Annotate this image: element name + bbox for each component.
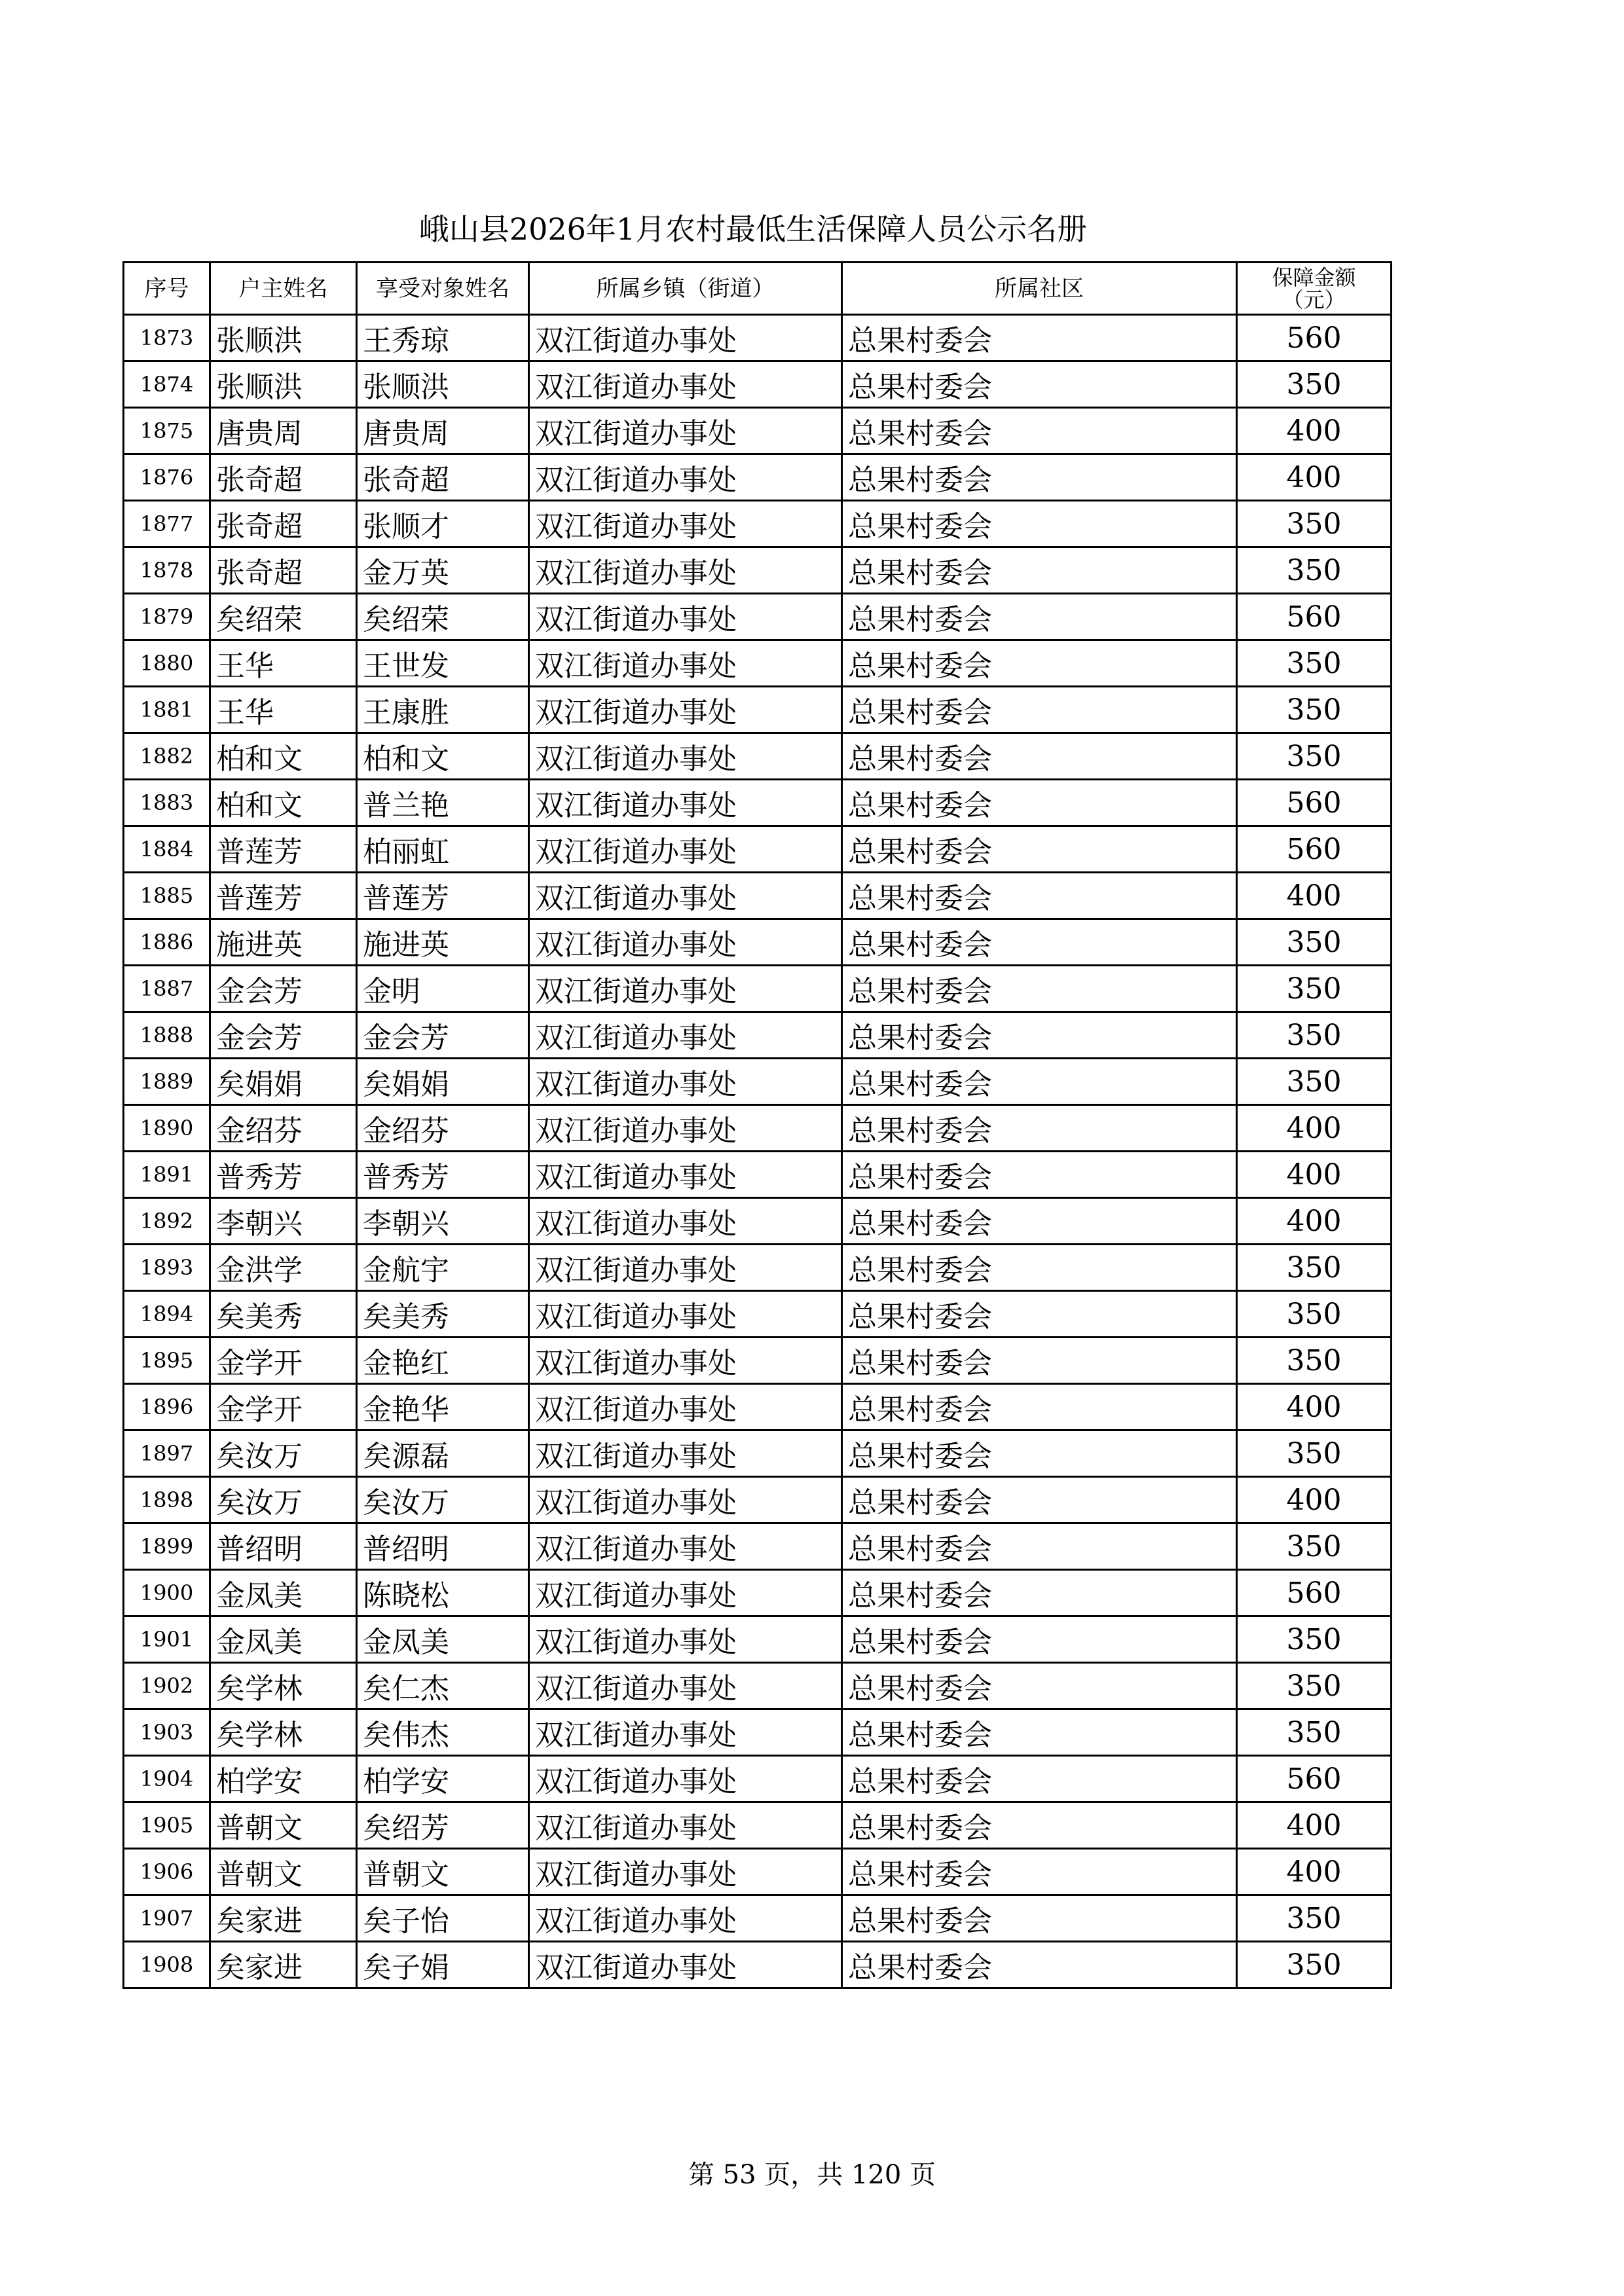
cell-beneficiary: 金航宇: [357, 1245, 529, 1291]
cell-beneficiary: 金绍芬: [357, 1105, 529, 1152]
cell-index: 1891: [124, 1152, 210, 1198]
cell-index: 1906: [124, 1849, 210, 1895]
table-row: [124, 966, 1392, 1012]
cell-township: 双江街道办事处: [529, 1105, 842, 1152]
cell-beneficiary: 张顺洪: [357, 361, 529, 408]
cell-community: 总果村委会: [842, 826, 1237, 873]
cell-beneficiary: 王康胜: [357, 687, 529, 733]
cell-community: 总果村委会: [842, 361, 1237, 408]
table-row: [124, 1663, 1392, 1709]
cell-householder: 张奇超: [210, 547, 357, 594]
table-row: [124, 1012, 1392, 1059]
cell-beneficiary: 王世发: [357, 640, 529, 687]
cell-beneficiary: 金明: [357, 966, 529, 1012]
table-row: [124, 780, 1392, 826]
cell-index: 1878: [124, 547, 210, 594]
cell-amount: 560: [1237, 1756, 1392, 1802]
cell-township: 双江街道办事处: [529, 315, 842, 361]
header-community: 所属社区: [842, 263, 1237, 315]
cell-community: 总果村委会: [842, 640, 1237, 687]
cell-householder: 金绍芬: [210, 1105, 357, 1152]
cell-index: 1897: [124, 1430, 210, 1477]
page-title: 峨山县2026年1月农村最低生活保障人员公示名册: [418, 211, 1088, 247]
cell-amount: 560: [1237, 826, 1392, 873]
cell-beneficiary: 唐贵周: [357, 408, 529, 454]
cell-township: 双江街道办事处: [529, 1663, 842, 1709]
table-row: [124, 315, 1392, 361]
cell-index: 1907: [124, 1895, 210, 1942]
cell-amount: 350: [1237, 501, 1392, 547]
cell-community: 总果村委会: [842, 408, 1237, 454]
cell-index: 1875: [124, 408, 210, 454]
cell-index: 1877: [124, 501, 210, 547]
table-row: [124, 1709, 1392, 1756]
cell-amount: 400: [1237, 1198, 1392, 1245]
cell-community: 总果村委会: [842, 1523, 1237, 1570]
cell-community: 总果村委会: [842, 1012, 1237, 1059]
cell-amount: 400: [1237, 1105, 1392, 1152]
cell-community: 总果村委会: [842, 1291, 1237, 1338]
cell-community: 总果村委会: [842, 315, 1237, 361]
cell-township: 双江街道办事处: [529, 1012, 842, 1059]
cell-index: 1886: [124, 919, 210, 966]
cell-index: 1885: [124, 873, 210, 919]
cell-amount: 350: [1237, 1616, 1392, 1663]
cell-amount: 350: [1237, 919, 1392, 966]
table-row: [124, 826, 1392, 873]
cell-householder: 金凤美: [210, 1616, 357, 1663]
cell-amount: 350: [1237, 1012, 1392, 1059]
header-amount: [1237, 263, 1392, 315]
cell-township: 双江街道办事处: [529, 1198, 842, 1245]
cell-amount: 350: [1237, 733, 1392, 780]
cell-beneficiary: 普兰艳: [357, 780, 529, 826]
cell-householder: 普朝文: [210, 1849, 357, 1895]
cell-township: 双江街道办事处: [529, 1802, 842, 1849]
table-row: [124, 1152, 1392, 1198]
cell-community: 总果村委会: [842, 547, 1237, 594]
table-row: [124, 873, 1392, 919]
cell-householder: 王华: [210, 640, 357, 687]
cell-index: 1903: [124, 1709, 210, 1756]
cell-community: 总果村委会: [842, 1570, 1237, 1616]
cell-township: 双江街道办事处: [529, 919, 842, 966]
cell-householder: 唐贵周: [210, 408, 357, 454]
cell-index: 1900: [124, 1570, 210, 1616]
cell-community: 总果村委会: [842, 1059, 1237, 1105]
table-row: [124, 1198, 1392, 1245]
cell-index: 1899: [124, 1523, 210, 1570]
cell-amount: 350: [1237, 547, 1392, 594]
cell-township: 双江街道办事处: [529, 361, 842, 408]
cell-community: 总果村委会: [842, 1430, 1237, 1477]
cell-index: 1888: [124, 1012, 210, 1059]
cell-beneficiary: 王秀琼: [357, 315, 529, 361]
cell-amount: 560: [1237, 315, 1392, 361]
table-body: [124, 315, 1392, 1988]
cell-index: 1874: [124, 361, 210, 408]
cell-householder: 矣家进: [210, 1895, 357, 1942]
cell-index: 1876: [124, 454, 210, 501]
cell-householder: 金凤美: [210, 1570, 357, 1616]
cell-householder: 柏和文: [210, 780, 357, 826]
cell-beneficiary: 金艳华: [357, 1384, 529, 1430]
cell-amount: 350: [1237, 1523, 1392, 1570]
cell-township: 双江街道办事处: [529, 454, 842, 501]
header-beneficiary: 享受对象姓名: [357, 263, 529, 315]
cell-beneficiary: 矣汝万: [357, 1477, 529, 1523]
cell-householder: 普莲芳: [210, 873, 357, 919]
cell-index: 1905: [124, 1802, 210, 1849]
cell-beneficiary: 矣子娟: [357, 1942, 529, 1988]
cell-amount: 400: [1237, 1477, 1392, 1523]
cell-township: 双江街道办事处: [529, 1942, 842, 1988]
cell-township: 双江街道办事处: [529, 1570, 842, 1616]
cell-township: 双江街道办事处: [529, 1523, 842, 1570]
cell-amount: 350: [1237, 1895, 1392, 1942]
cell-beneficiary: 矣仁杰: [357, 1663, 529, 1709]
table-row: [124, 1059, 1392, 1105]
cell-community: 总果村委会: [842, 966, 1237, 1012]
cell-householder: 金学开: [210, 1338, 357, 1384]
cell-householder: 矣家进: [210, 1942, 357, 1988]
cell-township: 双江街道办事处: [529, 1291, 842, 1338]
cell-amount: 350: [1237, 1291, 1392, 1338]
table-row: [124, 1895, 1392, 1942]
cell-amount: 350: [1237, 1430, 1392, 1477]
cell-householder: 矣绍荣: [210, 594, 357, 640]
cell-index: 1887: [124, 966, 210, 1012]
cell-amount: 400: [1237, 454, 1392, 501]
cell-amount: 560: [1237, 1570, 1392, 1616]
cell-householder: 柏学安: [210, 1756, 357, 1802]
cell-township: 双江街道办事处: [529, 640, 842, 687]
cell-index: 1908: [124, 1942, 210, 1988]
cell-index: 1901: [124, 1616, 210, 1663]
cell-beneficiary: 柏和文: [357, 733, 529, 780]
table-row: [124, 640, 1392, 687]
cell-amount: 350: [1237, 1709, 1392, 1756]
cell-community: 总果村委会: [842, 873, 1237, 919]
cell-beneficiary: 施进英: [357, 919, 529, 966]
cell-amount: 350: [1237, 1663, 1392, 1709]
cell-community: 总果村委会: [842, 594, 1237, 640]
cell-township: 双江街道办事处: [529, 733, 842, 780]
table-row: [124, 1105, 1392, 1152]
cell-index: 1879: [124, 594, 210, 640]
cell-township: 双江街道办事处: [529, 1430, 842, 1477]
cell-householder: 金学开: [210, 1384, 357, 1430]
cell-beneficiary: 金万英: [357, 547, 529, 594]
cell-householder: 施进英: [210, 919, 357, 966]
cell-amount: 400: [1237, 1384, 1392, 1430]
cell-community: 总果村委会: [842, 1245, 1237, 1291]
cell-amount: 350: [1237, 361, 1392, 408]
cell-amount: 350: [1237, 1059, 1392, 1105]
cell-beneficiary: 普朝文: [357, 1849, 529, 1895]
cell-index: 1895: [124, 1338, 210, 1384]
cell-township: 双江街道办事处: [529, 966, 842, 1012]
cell-index: 1880: [124, 640, 210, 687]
cell-beneficiary: 李朝兴: [357, 1198, 529, 1245]
cell-index: 1902: [124, 1663, 210, 1709]
cell-beneficiary: 矣绍芳: [357, 1802, 529, 1849]
cell-index: 1890: [124, 1105, 210, 1152]
cell-community: 总果村委会: [842, 1198, 1237, 1245]
cell-township: 双江街道办事处: [529, 1338, 842, 1384]
cell-township: 双江街道办事处: [529, 826, 842, 873]
cell-community: 总果村委会: [842, 919, 1237, 966]
cell-beneficiary: 矣伟杰: [357, 1709, 529, 1756]
cell-community: 总果村委会: [842, 1895, 1237, 1942]
table-row: [124, 1338, 1392, 1384]
cell-beneficiary: 金艳红: [357, 1338, 529, 1384]
cell-township: 双江街道办事处: [529, 687, 842, 733]
table-row: [124, 594, 1392, 640]
cell-amount: 400: [1237, 1849, 1392, 1895]
cell-township: 双江街道办事处: [529, 1245, 842, 1291]
cell-amount: 400: [1237, 873, 1392, 919]
cell-householder: 张奇超: [210, 501, 357, 547]
cell-householder: 张奇超: [210, 454, 357, 501]
cell-community: 总果村委会: [842, 1709, 1237, 1756]
cell-householder: 矣学林: [210, 1663, 357, 1709]
cell-householder: 柏和文: [210, 733, 357, 780]
table-row: [124, 1291, 1392, 1338]
table-row: [124, 1756, 1392, 1802]
cell-beneficiary: 普秀芳: [357, 1152, 529, 1198]
cell-community: 总果村委会: [842, 454, 1237, 501]
cell-beneficiary: 矣绍荣: [357, 594, 529, 640]
table-row: [124, 361, 1392, 408]
cell-beneficiary: 柏学安: [357, 1756, 529, 1802]
cell-householder: 矣美秀: [210, 1291, 357, 1338]
table-row: [124, 1523, 1392, 1570]
cell-index: 1898: [124, 1477, 210, 1523]
cell-community: 总果村委会: [842, 780, 1237, 826]
header-township: 所属乡镇（街道）: [529, 263, 842, 315]
cell-index: 1896: [124, 1384, 210, 1430]
cell-township: 双江街道办事处: [529, 501, 842, 547]
table-row: [124, 408, 1392, 454]
cell-householder: 矣汝万: [210, 1430, 357, 1477]
cell-beneficiary: 金会芳: [357, 1012, 529, 1059]
cell-index: 1873: [124, 315, 210, 361]
cell-amount: 350: [1237, 966, 1392, 1012]
table-row: [124, 919, 1392, 966]
cell-amount: 350: [1237, 640, 1392, 687]
cell-township: 双江街道办事处: [529, 1616, 842, 1663]
cell-index: 1893: [124, 1245, 210, 1291]
cell-householder: 矣汝万: [210, 1477, 357, 1523]
cell-beneficiary: 普绍明: [357, 1523, 529, 1570]
cell-community: 总果村委会: [842, 1338, 1237, 1384]
cell-householder: 张顺洪: [210, 315, 357, 361]
cell-community: 总果村委会: [842, 1849, 1237, 1895]
roster-table: [122, 261, 1392, 1989]
cell-township: 双江街道办事处: [529, 547, 842, 594]
cell-householder: 王华: [210, 687, 357, 733]
cell-beneficiary: 矣美秀: [357, 1291, 529, 1338]
cell-community: 总果村委会: [842, 1802, 1237, 1849]
cell-householder: 金会芳: [210, 1012, 357, 1059]
cell-index: 1892: [124, 1198, 210, 1245]
cell-index: 1889: [124, 1059, 210, 1105]
cell-householder: 李朝兴: [210, 1198, 357, 1245]
cell-community: 总果村委会: [842, 1105, 1237, 1152]
cell-beneficiary: 矣娟娟: [357, 1059, 529, 1105]
cell-amount: 560: [1237, 780, 1392, 826]
cell-amount: 350: [1237, 1338, 1392, 1384]
table-row: [124, 1384, 1392, 1430]
cell-beneficiary: 金凤美: [357, 1616, 529, 1663]
cell-township: 双江街道办事处: [529, 1384, 842, 1430]
header-amount-line1: 保障金额: [1272, 264, 1356, 290]
cell-householder: 矣娟娟: [210, 1059, 357, 1105]
table-row: [124, 1616, 1392, 1663]
cell-community: 总果村委会: [842, 1663, 1237, 1709]
cell-householder: 金会芳: [210, 966, 357, 1012]
cell-amount: 400: [1237, 1152, 1392, 1198]
table-row: [124, 1802, 1392, 1849]
table-row: [124, 1430, 1392, 1477]
table-row: [124, 1849, 1392, 1895]
cell-householder: 金洪学: [210, 1245, 357, 1291]
cell-community: 总果村委会: [842, 1384, 1237, 1430]
header-householder: 户主姓名: [210, 263, 357, 315]
cell-beneficiary: 矣源磊: [357, 1430, 529, 1477]
cell-community: 总果村委会: [842, 1152, 1237, 1198]
table-row: [124, 454, 1392, 501]
cell-householder: 普秀芳: [210, 1152, 357, 1198]
cell-beneficiary: 矣子怡: [357, 1895, 529, 1942]
cell-township: 双江街道办事处: [529, 594, 842, 640]
cell-community: 总果村委会: [842, 501, 1237, 547]
cell-householder: 普朝文: [210, 1802, 357, 1849]
header-amount-line2: （元）: [1282, 287, 1346, 312]
cell-index: 1904: [124, 1756, 210, 1802]
cell-index: 1883: [124, 780, 210, 826]
cell-township: 双江街道办事处: [529, 1895, 842, 1942]
cell-beneficiary: 陈晓松: [357, 1570, 529, 1616]
cell-township: 双江街道办事处: [529, 1477, 842, 1523]
table-row: [124, 547, 1392, 594]
cell-township: 双江街道办事处: [529, 780, 842, 826]
cell-householder: 张顺洪: [210, 361, 357, 408]
cell-beneficiary: 张顺才: [357, 501, 529, 547]
cell-beneficiary: 柏丽虹: [357, 826, 529, 873]
cell-amount: 400: [1237, 1802, 1392, 1849]
cell-amount: 400: [1237, 408, 1392, 454]
table-row: [124, 687, 1392, 733]
cell-index: 1894: [124, 1291, 210, 1338]
cell-community: 总果村委会: [842, 733, 1237, 780]
table-row: [124, 1570, 1392, 1616]
cell-householder: 普绍明: [210, 1523, 357, 1570]
cell-householder: 普莲芳: [210, 826, 357, 873]
cell-beneficiary: 普莲芳: [357, 873, 529, 919]
table-row: [124, 1477, 1392, 1523]
cell-community: 总果村委会: [842, 1477, 1237, 1523]
cell-householder: 矣学林: [210, 1709, 357, 1756]
cell-amount: 350: [1237, 1942, 1392, 1988]
cell-community: 总果村委会: [842, 1756, 1237, 1802]
header-index: 序号: [124, 263, 210, 315]
table-row: [124, 501, 1392, 547]
table-header-row: [124, 263, 1392, 315]
table-row: [124, 1245, 1392, 1291]
table-row: [124, 733, 1392, 780]
cell-amount: 350: [1237, 1245, 1392, 1291]
cell-community: 总果村委会: [842, 687, 1237, 733]
cell-community: 总果村委会: [842, 1616, 1237, 1663]
cell-township: 双江街道办事处: [529, 1709, 842, 1756]
cell-township: 双江街道办事处: [529, 1059, 842, 1105]
page-number: 第 53 页，共 120 页: [688, 2160, 936, 2190]
cell-index: 1881: [124, 687, 210, 733]
cell-township: 双江街道办事处: [529, 1756, 842, 1802]
cell-township: 双江街道办事处: [529, 873, 842, 919]
cell-amount: 560: [1237, 594, 1392, 640]
table-row: [124, 1942, 1392, 1988]
cell-township: 双江街道办事处: [529, 1849, 842, 1895]
cell-township: 双江街道办事处: [529, 408, 842, 454]
cell-amount: 350: [1237, 687, 1392, 733]
cell-beneficiary: 张奇超: [357, 454, 529, 501]
cell-township: 双江街道办事处: [529, 1152, 842, 1198]
cell-index: 1884: [124, 826, 210, 873]
cell-community: 总果村委会: [842, 1942, 1237, 1988]
cell-index: 1882: [124, 733, 210, 780]
